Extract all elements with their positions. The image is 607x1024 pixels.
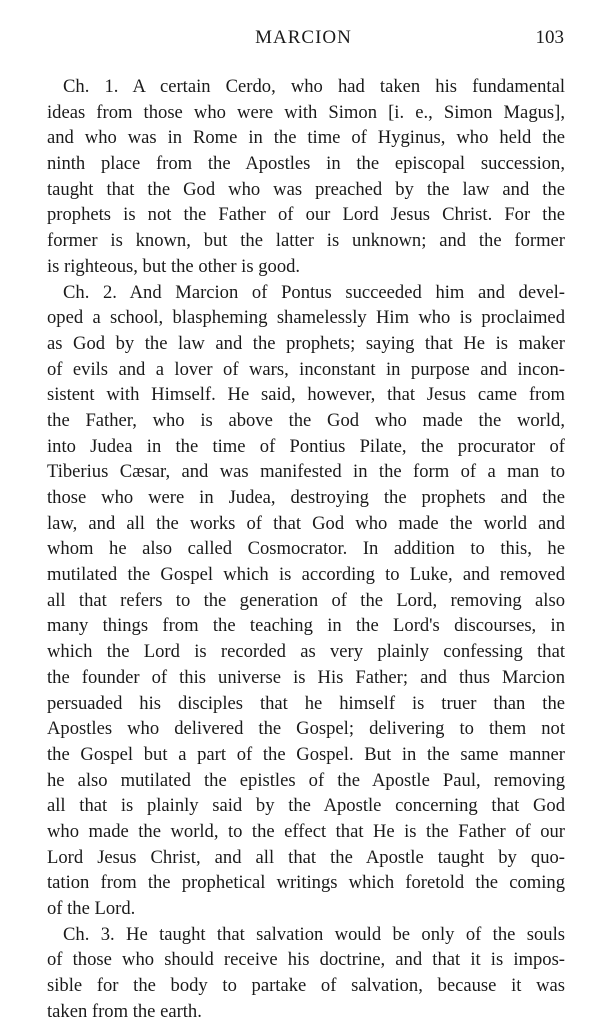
text-line: of the Lord. <box>47 898 136 919</box>
text-line: all that is plainly said by the Apostle concerning that God <box>47 795 565 817</box>
text-line: ideas from those who were with Simon [i. e., Simon Magus], <box>47 101 565 123</box>
text-line: many things from the teaching in the Lord's discourses, in <box>47 615 565 637</box>
text-line: Ch. 1. A certain Cerdo, who had taken his fundamental <box>63 76 565 97</box>
text-line: of those who should receive his doctrine, and that it is impos- <box>47 949 565 971</box>
text-line: who made the world, to the effect that He is the Father of our <box>47 820 565 842</box>
text-line: sistent with Himself. He said, however, that Jesus came from <box>47 384 565 406</box>
page-body <box>47 74 565 1024</box>
text-line: he also mutilated the epistles of the Apostle Paul, removing <box>47 769 565 791</box>
text-line: as God by the law and the prophets; saying that He is maker <box>47 332 565 354</box>
text-line: Tiberius Cæsar, and was manifested in the form of a man to <box>47 461 565 483</box>
text-line: Apostles who delivered the Gospel; delivering to them not <box>47 718 565 740</box>
text-line: tation from the prophetical writings which foretold the coming <box>47 872 565 894</box>
paragraph <box>47 280 565 922</box>
running-header-title: MARCION <box>255 27 352 48</box>
text-line: law, and all the works of that God who made the world and <box>47 512 565 534</box>
text-line: taught that the God who was preached by the law and the <box>47 178 565 200</box>
text-line: into Judea in the time of Pontius Pilate, the procurator of <box>47 435 565 457</box>
text-line: mutilated the Gospel which is according to Luke, and removed <box>47 564 565 586</box>
text-line: persuaded his disciples that he himself is truer than the <box>47 692 565 714</box>
text-line: taken from the earth. <box>47 1000 202 1022</box>
text-line: of evils and a lover of wars, inconstant in purpose and incon- <box>47 358 565 380</box>
text-line: is righteous, but the other is good. <box>47 255 301 277</box>
text-line: those who were in Judea, destroying the prophets and the <box>47 487 565 508</box>
text-line: all that refers to the generation of the Lord, removing also <box>47 589 565 611</box>
text-line: oped a school, blaspheming shamelessly Him who is proclaimed <box>47 307 565 329</box>
text-line: Ch. 3. He taught that salvation would be only of the souls <box>63 923 565 945</box>
text-line: former is known, but the latter is unknown; and the former <box>47 230 565 252</box>
text-line: the Father, who is above the God who made the world, <box>47 409 565 431</box>
text-line: and who was in Rome in the time of Hyginus, who held the <box>47 127 565 149</box>
paragraph <box>47 74 565 280</box>
text-line: whom he also called Cosmocrator. In addition to this, he <box>47 538 565 560</box>
text-line: the founder of this universe is His Father; and thus Marcion <box>47 666 565 688</box>
text-line: the Gospel but a part of the Gospel. But in the same manner <box>47 743 565 765</box>
text-line: Ch. 2. And Marcion of Pontus succeeded him and devel- <box>63 281 565 303</box>
text-line: sible for the body to partake of salvation, because it was <box>47 975 565 997</box>
text-line: which the Lord is recorded as very plainly confessing that <box>47 641 565 663</box>
text-line: prophets is not the Father of our Lord Jesus Christ. For the <box>47 204 565 226</box>
text-line: Lord Jesus Christ, and all that the Apostle taught by quo- <box>47 846 565 868</box>
text-line: ninth place from the Apostles in the episcopal succession, <box>47 153 565 175</box>
paragraph <box>47 922 565 1024</box>
page-number: 103 <box>535 27 564 48</box>
